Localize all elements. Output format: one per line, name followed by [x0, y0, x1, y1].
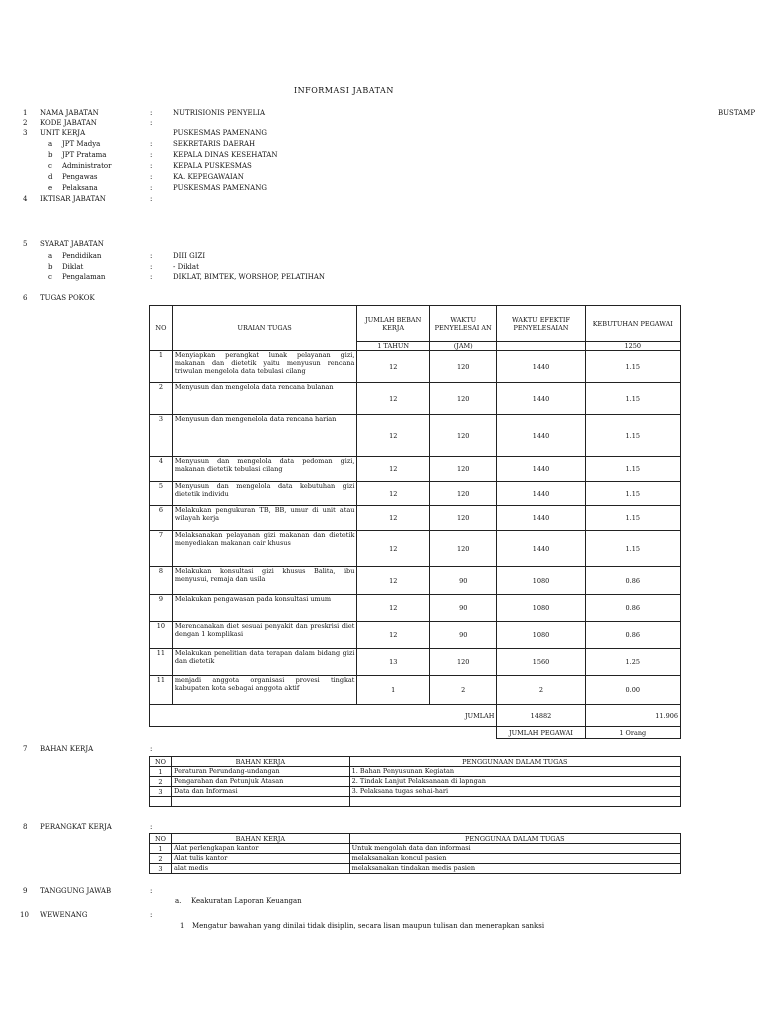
col-header-penggunaan: PENGGUNAA DALAM TUGAS: [349, 834, 680, 844]
row-jumlah: 13: [357, 649, 430, 676]
field-value: NUTRISIONIS PENYELIA: [173, 109, 266, 117]
field-number: 4: [23, 195, 28, 203]
row-waktu: 90: [430, 595, 497, 622]
col-header-bahan: BAHAN KERJA: [171, 834, 349, 844]
total-kebutuhan: 11.906: [585, 705, 680, 727]
row-efektif: 1440: [497, 457, 585, 482]
field-label: JPT Pratama: [62, 151, 107, 159]
field-colon: :: [150, 162, 153, 170]
table-row: [150, 531, 681, 567]
section-label: TUGAS POKOK: [40, 294, 95, 302]
row-no: 1: [150, 844, 172, 854]
row-desc: menjadi anggota organisasi provesi tingkat kabupaten kota sebagai anggota aktif: [172, 676, 357, 705]
row-jumlah: 12: [357, 595, 430, 622]
field-colon: :: [150, 184, 153, 192]
row-kebutuhan: 0.86: [585, 595, 680, 622]
section-label: PERANGKAT KERJA: [40, 823, 112, 831]
row-kebutuhan: 1.15: [585, 482, 680, 506]
field-value: DIKLAT, BIMTEK, WORSHOP, PELATIHAN: [173, 273, 325, 281]
row-no: 9: [150, 595, 173, 622]
row-desc: Merencanakan diet sesuai penyakit dan preskrisi diet dengan 1 komplikasi: [172, 622, 357, 649]
row-desc: Menyusun dan mengelola data kebutuhan gizi dietetik individu: [172, 482, 357, 506]
col-header-no: NO: [150, 834, 172, 844]
row-bahan: Data dan Informasi: [171, 787, 349, 797]
field-sub-marker: c: [48, 273, 52, 281]
jumlah-pegawai-label: JUMLAH PEGAWAI: [497, 727, 585, 739]
row-jumlah: 12: [357, 622, 430, 649]
row-bahan: Pengarahan dan Petunjuk Atasan: [171, 777, 349, 787]
row-penggunaan: melaksanakan koncul pasien: [349, 854, 680, 864]
row-no: 6: [150, 506, 173, 531]
row-no: 3: [150, 415, 173, 457]
row-waktu: 2: [430, 676, 497, 705]
row-no: 5: [150, 482, 173, 506]
table-row: [150, 649, 681, 676]
row-jumlah: 12: [357, 351, 430, 383]
field-sub-marker: b: [48, 151, 53, 159]
row-no: 2: [150, 777, 172, 787]
field-sub-marker: d: [48, 173, 53, 181]
row-jumlah: 12: [357, 415, 430, 457]
row-efektif: 2: [497, 676, 585, 705]
section-label: SYARAT JABATAN: [40, 240, 104, 248]
field-label: JPT Madya: [62, 140, 101, 148]
row-waktu: 120: [430, 506, 497, 531]
page-title: INFORMASI JABATAN: [294, 86, 394, 95]
row-desc: Menyusun dan mengelola data rencana bulanan: [172, 383, 357, 415]
bahan-kerja-table: [149, 756, 681, 807]
table-row: [150, 777, 681, 787]
row-penggunaan: Untuk mengolah data dan informasi: [349, 844, 680, 854]
table-row: [150, 864, 681, 874]
row-no: 2: [150, 383, 173, 415]
field-label: Pendidikan: [62, 252, 102, 260]
row-penggunaan: 3. Pelaksana tugas sehai-hari: [349, 787, 680, 797]
table-row: [150, 676, 681, 705]
total-efektif: 14882: [497, 705, 585, 727]
section-label: TANGGUNG JAWAB: [40, 887, 112, 895]
field-value: KA. KEPEGAWAIAN: [173, 173, 244, 181]
section-number: 5: [23, 240, 28, 248]
field-label: Diklat: [62, 263, 84, 271]
row-desc: Menyusun dan mengelola data pedoman gizi, makanan dietetik tebulasi cilang: [172, 457, 357, 482]
field-value: PUSKESMAS PAMENANG: [173, 184, 267, 192]
col-subheader-kebutuhan: 1250: [585, 342, 680, 351]
row-bahan: Alat tulis kantor: [171, 854, 349, 864]
row-kebutuhan: 1.15: [585, 383, 680, 415]
col-header-waktu: WAKTU PENYELESAI AN: [430, 306, 497, 342]
row-no: 11: [150, 676, 173, 705]
row-kebutuhan: 1.15: [585, 506, 680, 531]
total-row: [150, 705, 681, 727]
row-efektif: 1440: [497, 482, 585, 506]
cut-off-header-text: BUSTAMP: [718, 109, 756, 117]
row-jumlah: 12: [357, 383, 430, 415]
row-desc: Melakukan konsultasi gizi khusus Balita, ibu menyusui, remaja dan usila: [172, 567, 357, 595]
row-desc: Menyiapkan perangkat lunak pelayanan gizi, makanan dan dietetik yaitu menyusun rencana triwulan mengelola data tebulasi cilang: [172, 351, 357, 383]
section-label: BAHAN KERJA: [40, 745, 94, 753]
row-waktu: 90: [430, 622, 497, 649]
row-desc: Melakukan penelitian data terapan dalam bidang gizi dan dietetik: [172, 649, 357, 676]
field-value: SEKRETARIS DAERAH: [173, 140, 256, 148]
col-header-bahan: BAHAN KERJA: [171, 757, 349, 767]
row-waktu: 90: [430, 567, 497, 595]
row-kebutuhan: 1.25: [585, 649, 680, 676]
table-row: [150, 854, 681, 864]
row-efektif: 1080: [497, 567, 585, 595]
field-colon: :: [150, 119, 153, 127]
row-no: 3: [150, 864, 172, 874]
table-row: [150, 351, 681, 383]
row-no: 3: [150, 787, 172, 797]
row-jumlah: 12: [357, 482, 430, 506]
field-label: UNIT KERJA: [40, 129, 86, 137]
row-bahan: Peraturan Perundang-undangan: [171, 767, 349, 777]
section-number: 10: [20, 911, 29, 919]
field-value: - Diklat: [173, 263, 199, 271]
tugas-pokok-table: [149, 305, 681, 739]
col-header-jumlah: JUMLAH BEBAN KERJA: [357, 306, 430, 342]
table-row: [150, 767, 681, 777]
field-colon: :: [150, 823, 153, 831]
field-label: IKTISAR JABATAN: [40, 195, 106, 203]
field-colon: :: [150, 140, 153, 148]
row-jumlah: 12: [357, 567, 430, 595]
table-row: [150, 622, 681, 649]
row-waktu: 120: [430, 531, 497, 567]
row-no: 1: [150, 767, 172, 777]
row-kebutuhan: 1.15: [585, 531, 680, 567]
row-penggunaan: 1. Bahan Penyusunan Kegiatan: [349, 767, 680, 777]
col-header-no: NO: [150, 306, 173, 351]
row-efektif: 1440: [497, 506, 585, 531]
row-efektif: 1440: [497, 415, 585, 457]
field-label: Pelaksana: [62, 184, 98, 192]
field-colon: :: [150, 263, 153, 271]
row-kebutuhan: 1.15: [585, 457, 680, 482]
section-number: 7: [23, 745, 28, 753]
row-efektif: 1560: [497, 649, 585, 676]
list-marker: a.: [175, 897, 182, 905]
row-penggunaan: 2. Tindak Lanjut Pelaksanaan di lapngan: [349, 777, 680, 787]
field-colon: :: [150, 273, 153, 281]
row-desc: Melakukan pengawasan pada konsultasi umum: [172, 595, 357, 622]
table-row: [150, 506, 681, 531]
field-number: 1: [23, 109, 28, 117]
row-efektif: 1440: [497, 531, 585, 567]
field-colon: :: [150, 887, 153, 895]
section-label: WEWENANG: [40, 911, 88, 919]
row-jumlah: 12: [357, 457, 430, 482]
row-kebutuhan: 0.86: [585, 622, 680, 649]
list-marker: 1: [180, 922, 185, 930]
field-label: KODE JABATAN: [40, 119, 97, 127]
field-sub-marker: b: [48, 263, 53, 271]
table-row: [150, 787, 681, 797]
field-label: Pengalaman: [62, 273, 106, 281]
section-number: 6: [23, 294, 28, 302]
field-number: 2: [23, 119, 28, 127]
field-colon: :: [150, 151, 153, 159]
table-row: [150, 595, 681, 622]
field-sub-marker: a: [48, 252, 53, 260]
row-no: 10: [150, 622, 173, 649]
col-subheader-waktu: (JAM): [430, 342, 497, 351]
row-efektif: 1080: [497, 595, 585, 622]
row-jumlah: 12: [357, 506, 430, 531]
total-label: JUMLAH: [464, 711, 495, 720]
responsibility-item: Keakuratan Laporan Keuangan: [191, 897, 302, 905]
pegawai-row: [150, 727, 681, 739]
field-colon: :: [150, 173, 153, 181]
row-waktu: 120: [430, 457, 497, 482]
table-row: [150, 415, 681, 457]
row-bahan: alat medis: [171, 864, 349, 874]
field-sub-marker: c: [48, 162, 52, 170]
section-number: 8: [23, 823, 28, 831]
authority-item: Mengatur bawahan yang dinilai tidak disiplin, secara lisan maupun tulisan dan menerapkan sanksi: [192, 922, 545, 930]
col-header-no: NO: [150, 757, 172, 767]
field-sub-marker: e: [48, 184, 53, 192]
table-row: [150, 844, 681, 854]
table-row: [150, 457, 681, 482]
field-colon: :: [150, 195, 153, 203]
field-value: KEPALA DINAS KESEHATAN: [173, 151, 278, 159]
row-penggunaan: melaksanakan tindakan medis pasien: [349, 864, 680, 874]
row-waktu: 120: [430, 351, 497, 383]
field-colon: :: [150, 109, 153, 117]
table-row: [150, 383, 681, 415]
col-header-uraian: URAIAN TUGAS: [172, 306, 357, 351]
row-kebutuhan: 1.15: [585, 415, 680, 457]
field-colon: :: [150, 911, 153, 919]
row-waktu: 120: [430, 383, 497, 415]
row-desc: Menyusun dan mengenelola data rencana harian: [172, 415, 357, 457]
table-row-empty: [150, 797, 681, 807]
col-subheader-efektif: [497, 342, 585, 351]
row-no: 1: [150, 351, 173, 383]
row-kebutuhan: 1.15: [585, 351, 680, 383]
field-colon: :: [150, 745, 153, 753]
row-waktu: 120: [430, 482, 497, 506]
row-kebutuhan: 0.86: [585, 567, 680, 595]
table-row: [150, 482, 681, 506]
field-colon: :: [150, 252, 153, 260]
row-desc: Melakukan pengukuran TB, BB, umur di unit atau wilayah kerja: [172, 506, 357, 531]
jumlah-pegawai-value: 1 Orang: [585, 727, 680, 739]
section-number: 9: [23, 887, 28, 895]
table-row: [150, 567, 681, 595]
row-kebutuhan: 0.00: [585, 676, 680, 705]
col-header-penggunaan: PENGGUNAAN DALAM TUGAS: [349, 757, 680, 767]
field-value: PUSKESMAS PAMENANG: [173, 129, 267, 137]
row-desc: Melaksanakan pelayanan gizi makanan dan dietetik menyediakan makanan cair khusus: [172, 531, 357, 567]
perangkat-kerja-table: [149, 833, 681, 874]
field-value: KEPALA PUSKESMAS: [173, 162, 252, 170]
row-no: 2: [150, 854, 172, 864]
col-header-kebutuhan: KEBUTUHAN PEGAWAI: [585, 306, 680, 342]
row-no: 7: [150, 531, 173, 567]
field-value: DIII GIZI: [173, 252, 206, 260]
row-no: 11: [150, 649, 173, 676]
row-no: 8: [150, 567, 173, 595]
field-label: Administrator: [62, 162, 112, 170]
col-header-efektif: WAKTU EFEKTIF PENYELESAIAN: [497, 306, 585, 342]
field-number: 3: [23, 129, 28, 137]
row-jumlah: 12: [357, 531, 430, 567]
row-waktu: 120: [430, 649, 497, 676]
row-waktu: 120: [430, 415, 497, 457]
field-sub-marker: a: [48, 140, 53, 148]
row-bahan: Alat perlengkapan kantor: [171, 844, 349, 854]
row-jumlah: 1: [357, 676, 430, 705]
field-label: Pengawas: [62, 173, 98, 181]
row-efektif: 1440: [497, 351, 585, 383]
row-efektif: 1080: [497, 622, 585, 649]
row-no: 4: [150, 457, 173, 482]
col-subheader-jumlah: 1 TAHUN: [357, 342, 430, 351]
field-label: NAMA JABATAN: [40, 109, 99, 117]
row-efektif: 1440: [497, 383, 585, 415]
